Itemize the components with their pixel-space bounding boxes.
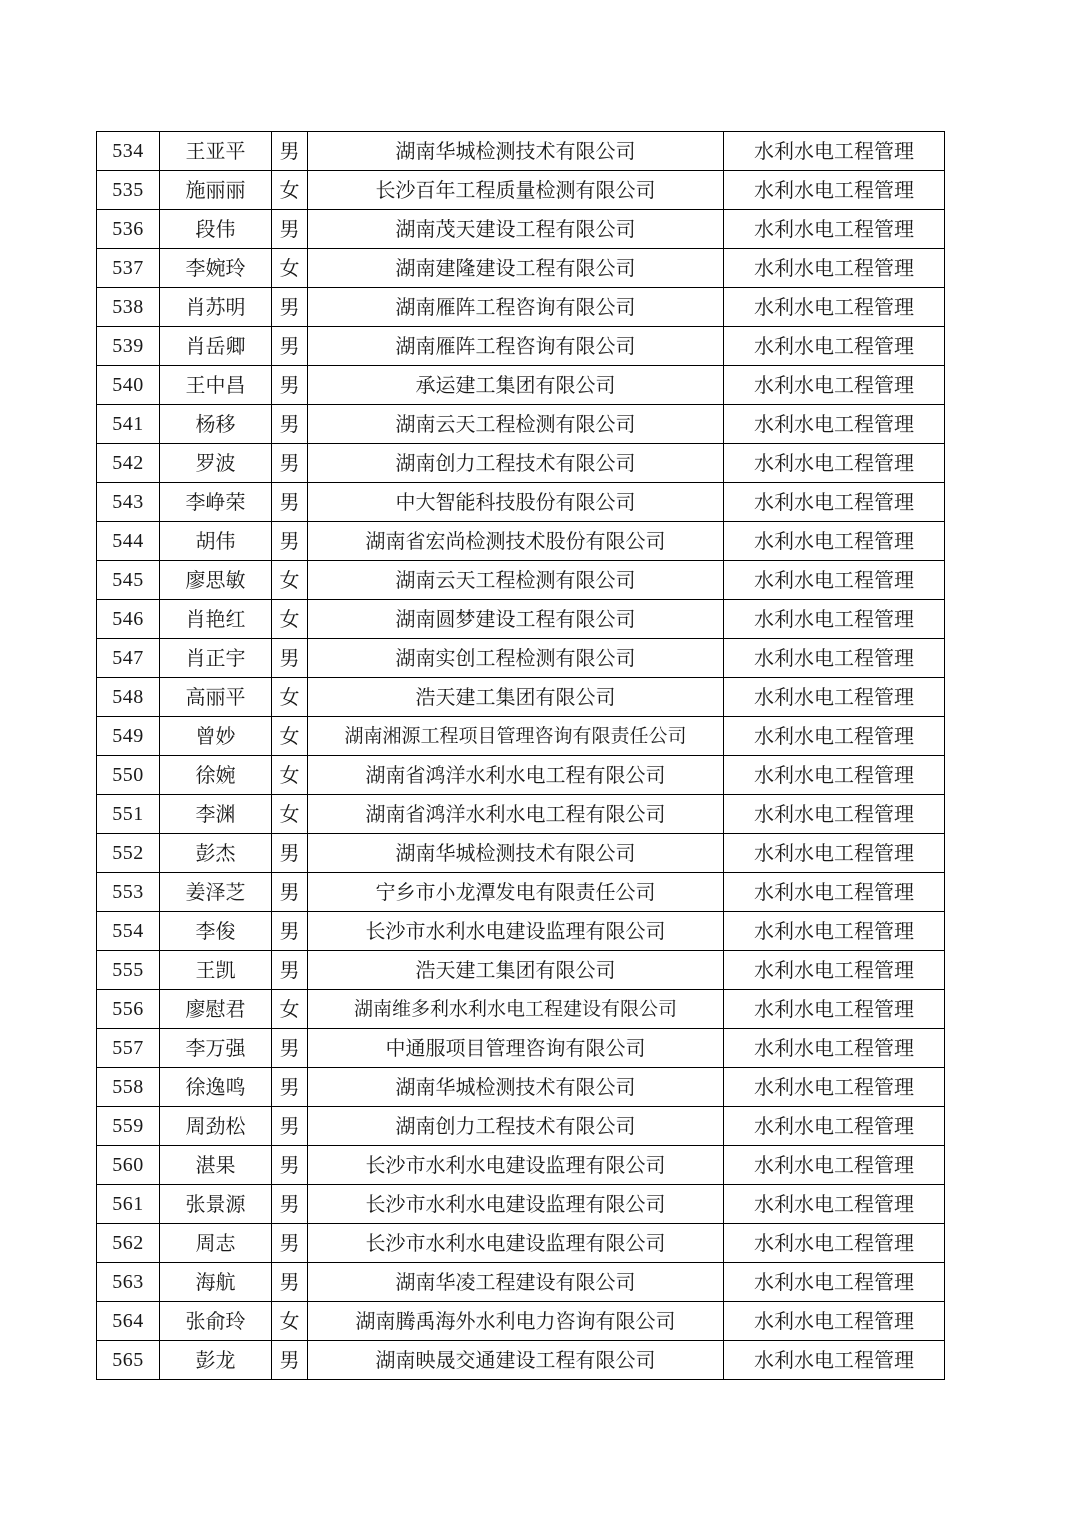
person-name-cell: 湛果 <box>160 1146 272 1185</box>
row-number-cell: 564 <box>97 1302 160 1341</box>
person-name-cell: 徐逸鸣 <box>160 1068 272 1107</box>
person-name-cell: 李俊 <box>160 912 272 951</box>
company-cell: 湖南省鸿洋水利水电工程有限公司 <box>308 795 724 834</box>
person-name-cell: 李万强 <box>160 1029 272 1068</box>
table-row <box>97 483 945 522</box>
table-row <box>97 1263 945 1302</box>
company-cell: 湖南华城检测技术有限公司 <box>308 132 724 171</box>
row-number-cell: 547 <box>97 639 160 678</box>
company-cell: 长沙市水利水电建设监理有限公司 <box>308 1185 724 1224</box>
table-row <box>97 1302 945 1341</box>
table-row <box>97 912 945 951</box>
person-name-cell: 彭龙 <box>160 1341 272 1380</box>
table-row <box>97 756 945 795</box>
row-number-cell: 565 <box>97 1341 160 1380</box>
major-cell: 水利水电工程管理 <box>724 990 945 1029</box>
table-row <box>97 1224 945 1263</box>
table-row <box>97 444 945 483</box>
company-cell: 湖南创力工程技术有限公司 <box>308 444 724 483</box>
major-cell: 水利水电工程管理 <box>724 327 945 366</box>
company-cell: 中通服项目管理咨询有限公司 <box>308 1029 724 1068</box>
major-cell: 水利水电工程管理 <box>724 1263 945 1302</box>
row-number-cell: 534 <box>97 132 160 171</box>
row-number-cell: 544 <box>97 522 160 561</box>
major-cell: 水利水电工程管理 <box>724 1029 945 1068</box>
major-cell: 水利水电工程管理 <box>724 1107 945 1146</box>
person-name-cell: 李峥荣 <box>160 483 272 522</box>
major-cell: 水利水电工程管理 <box>724 1341 945 1380</box>
gender-cell: 男 <box>272 132 308 171</box>
person-name-cell: 肖正宇 <box>160 639 272 678</box>
person-name-cell: 周劲松 <box>160 1107 272 1146</box>
company-cell: 湖南建隆建设工程有限公司 <box>308 249 724 288</box>
person-name-cell: 曾妙 <box>160 717 272 756</box>
gender-cell: 男 <box>272 639 308 678</box>
row-number-cell: 538 <box>97 288 160 327</box>
person-name-cell: 罗波 <box>160 444 272 483</box>
company-cell: 湖南创力工程技术有限公司 <box>308 1107 724 1146</box>
major-cell: 水利水电工程管理 <box>724 561 945 600</box>
company-cell: 承运建工集团有限公司 <box>308 366 724 405</box>
person-name-cell: 周志 <box>160 1224 272 1263</box>
row-number-cell: 545 <box>97 561 160 600</box>
major-cell: 水利水电工程管理 <box>724 951 945 990</box>
row-number-cell: 543 <box>97 483 160 522</box>
gender-cell: 男 <box>272 834 308 873</box>
table-row <box>97 678 945 717</box>
major-cell: 水利水电工程管理 <box>724 756 945 795</box>
company-cell: 长沙百年工程质量检测有限公司 <box>308 171 724 210</box>
table-row <box>97 795 945 834</box>
company-cell: 湖南华凌工程建设有限公司 <box>308 1263 724 1302</box>
company-cell: 湖南映晟交通建设工程有限公司 <box>308 1341 724 1380</box>
table-row <box>97 639 945 678</box>
row-number-cell: 537 <box>97 249 160 288</box>
table-row <box>97 600 945 639</box>
table-row <box>97 990 945 1029</box>
gender-cell: 男 <box>272 1263 308 1302</box>
company-cell: 中大智能科技股份有限公司 <box>308 483 724 522</box>
gender-cell: 女 <box>272 717 308 756</box>
table-row <box>97 522 945 561</box>
gender-cell: 男 <box>272 522 308 561</box>
company-cell: 湖南腾禹海外水利电力咨询有限公司 <box>308 1302 724 1341</box>
person-name-cell: 杨移 <box>160 405 272 444</box>
gender-cell: 男 <box>272 327 308 366</box>
person-name-cell: 张俞玲 <box>160 1302 272 1341</box>
company-cell: 湖南圆梦建设工程有限公司 <box>308 600 724 639</box>
major-cell: 水利水电工程管理 <box>724 249 945 288</box>
row-number-cell: 559 <box>97 1107 160 1146</box>
gender-cell: 男 <box>272 1146 308 1185</box>
gender-cell: 男 <box>272 1107 308 1146</box>
gender-cell: 女 <box>272 990 308 1029</box>
table-row <box>97 1068 945 1107</box>
row-number-cell: 539 <box>97 327 160 366</box>
row-number-cell: 551 <box>97 795 160 834</box>
gender-cell: 男 <box>272 366 308 405</box>
row-number-cell: 558 <box>97 1068 160 1107</box>
major-cell: 水利水电工程管理 <box>724 1224 945 1263</box>
gender-cell: 女 <box>272 756 308 795</box>
person-name-cell: 徐婉 <box>160 756 272 795</box>
major-cell: 水利水电工程管理 <box>724 912 945 951</box>
person-name-cell: 王亚平 <box>160 132 272 171</box>
major-cell: 水利水电工程管理 <box>724 717 945 756</box>
major-cell: 水利水电工程管理 <box>724 483 945 522</box>
person-name-cell: 王凯 <box>160 951 272 990</box>
gender-cell: 女 <box>272 561 308 600</box>
gender-cell: 男 <box>272 210 308 249</box>
major-cell: 水利水电工程管理 <box>724 132 945 171</box>
company-cell: 湖南云天工程检测有限公司 <box>308 405 724 444</box>
gender-cell: 男 <box>272 1185 308 1224</box>
table-row <box>97 132 945 171</box>
gender-cell: 男 <box>272 483 308 522</box>
company-cell: 湖南华城检测技术有限公司 <box>308 1068 724 1107</box>
gender-cell: 女 <box>272 678 308 717</box>
row-number-cell: 550 <box>97 756 160 795</box>
gender-cell: 男 <box>272 405 308 444</box>
major-cell: 水利水电工程管理 <box>724 1302 945 1341</box>
table-row <box>97 1185 945 1224</box>
company-cell: 湖南雁阵工程咨询有限公司 <box>308 288 724 327</box>
row-number-cell: 553 <box>97 873 160 912</box>
row-number-cell: 549 <box>97 717 160 756</box>
gender-cell: 女 <box>272 600 308 639</box>
personnel-table-body <box>97 132 945 1380</box>
row-number-cell: 562 <box>97 1224 160 1263</box>
gender-cell: 男 <box>272 1029 308 1068</box>
person-name-cell: 王中昌 <box>160 366 272 405</box>
company-cell: 湖南华城检测技术有限公司 <box>308 834 724 873</box>
gender-cell: 男 <box>272 1068 308 1107</box>
company-cell: 湖南云天工程检测有限公司 <box>308 561 724 600</box>
row-number-cell: 563 <box>97 1263 160 1302</box>
major-cell: 水利水电工程管理 <box>724 288 945 327</box>
table-row <box>97 1146 945 1185</box>
major-cell: 水利水电工程管理 <box>724 1068 945 1107</box>
major-cell: 水利水电工程管理 <box>724 444 945 483</box>
major-cell: 水利水电工程管理 <box>724 795 945 834</box>
person-name-cell: 彭杰 <box>160 834 272 873</box>
company-cell: 湖南维多利水利水电工程建设有限公司 <box>308 990 724 1029</box>
row-number-cell: 554 <box>97 912 160 951</box>
person-name-cell: 施丽丽 <box>160 171 272 210</box>
gender-cell: 女 <box>272 1302 308 1341</box>
company-cell: 长沙市水利水电建设监理有限公司 <box>308 1224 724 1263</box>
person-name-cell: 海航 <box>160 1263 272 1302</box>
major-cell: 水利水电工程管理 <box>724 1146 945 1185</box>
row-number-cell: 546 <box>97 600 160 639</box>
row-number-cell: 540 <box>97 366 160 405</box>
person-name-cell: 李婉玲 <box>160 249 272 288</box>
gender-cell: 男 <box>272 1224 308 1263</box>
major-cell: 水利水电工程管理 <box>724 678 945 717</box>
person-name-cell: 段伟 <box>160 210 272 249</box>
person-name-cell: 肖艳红 <box>160 600 272 639</box>
major-cell: 水利水电工程管理 <box>724 873 945 912</box>
gender-cell: 男 <box>272 912 308 951</box>
major-cell: 水利水电工程管理 <box>724 405 945 444</box>
gender-cell: 女 <box>272 249 308 288</box>
company-cell: 湖南省宏尚检测技术股份有限公司 <box>308 522 724 561</box>
major-cell: 水利水电工程管理 <box>724 600 945 639</box>
major-cell: 水利水电工程管理 <box>724 834 945 873</box>
table-row <box>97 873 945 912</box>
row-number-cell: 542 <box>97 444 160 483</box>
gender-cell: 男 <box>272 444 308 483</box>
table-row <box>97 405 945 444</box>
gender-cell: 男 <box>272 1341 308 1380</box>
table-row <box>97 171 945 210</box>
company-cell: 湖南雁阵工程咨询有限公司 <box>308 327 724 366</box>
gender-cell: 女 <box>272 795 308 834</box>
company-cell: 湖南省鸿洋水利水电工程有限公司 <box>308 756 724 795</box>
company-cell: 长沙市水利水电建设监理有限公司 <box>308 912 724 951</box>
table-row <box>97 1341 945 1380</box>
person-name-cell: 李渊 <box>160 795 272 834</box>
gender-cell: 男 <box>272 288 308 327</box>
table-row <box>97 366 945 405</box>
major-cell: 水利水电工程管理 <box>724 366 945 405</box>
person-name-cell: 廖慰君 <box>160 990 272 1029</box>
row-number-cell: 541 <box>97 405 160 444</box>
person-name-cell: 肖苏明 <box>160 288 272 327</box>
company-cell: 长沙市水利水电建设监理有限公司 <box>308 1146 724 1185</box>
row-number-cell: 560 <box>97 1146 160 1185</box>
table-row <box>97 288 945 327</box>
personnel-table <box>96 131 945 1380</box>
person-name-cell: 肖岳卿 <box>160 327 272 366</box>
company-cell: 浩天建工集团有限公司 <box>308 951 724 990</box>
company-cell: 浩天建工集团有限公司 <box>308 678 724 717</box>
company-cell: 宁乡市小龙潭发电有限责任公司 <box>308 873 724 912</box>
major-cell: 水利水电工程管理 <box>724 1185 945 1224</box>
company-cell: 湖南实创工程检测有限公司 <box>308 639 724 678</box>
person-name-cell: 胡伟 <box>160 522 272 561</box>
person-name-cell: 廖思敏 <box>160 561 272 600</box>
major-cell: 水利水电工程管理 <box>724 210 945 249</box>
company-cell: 湖南湘源工程项目管理咨询有限责任公司 <box>308 717 724 756</box>
table-row <box>97 1029 945 1068</box>
row-number-cell: 535 <box>97 171 160 210</box>
table-row <box>97 951 945 990</box>
row-number-cell: 552 <box>97 834 160 873</box>
company-cell: 湖南茂天建设工程有限公司 <box>308 210 724 249</box>
person-name-cell: 高丽平 <box>160 678 272 717</box>
table-row <box>97 561 945 600</box>
row-number-cell: 556 <box>97 990 160 1029</box>
major-cell: 水利水电工程管理 <box>724 522 945 561</box>
row-number-cell: 536 <box>97 210 160 249</box>
gender-cell: 女 <box>272 171 308 210</box>
table-row <box>97 249 945 288</box>
row-number-cell: 555 <box>97 951 160 990</box>
row-number-cell: 557 <box>97 1029 160 1068</box>
gender-cell: 男 <box>272 951 308 990</box>
person-name-cell: 姜泽芝 <box>160 873 272 912</box>
row-number-cell: 548 <box>97 678 160 717</box>
table-row <box>97 327 945 366</box>
person-name-cell: 张景源 <box>160 1185 272 1224</box>
table-row <box>97 1107 945 1146</box>
major-cell: 水利水电工程管理 <box>724 171 945 210</box>
major-cell: 水利水电工程管理 <box>724 639 945 678</box>
table-row <box>97 834 945 873</box>
row-number-cell: 561 <box>97 1185 160 1224</box>
table-row <box>97 717 945 756</box>
table-row <box>97 210 945 249</box>
gender-cell: 男 <box>272 873 308 912</box>
